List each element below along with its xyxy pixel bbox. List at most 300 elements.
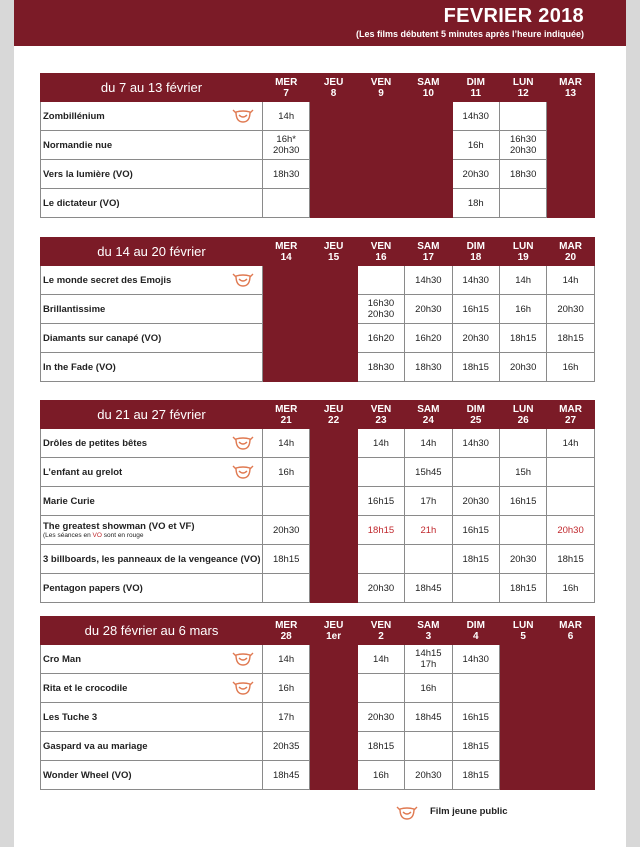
closed-day-cell [547, 102, 594, 131]
showtime-cell [499, 102, 546, 131]
showtime-cell [499, 545, 546, 574]
film-row [41, 516, 595, 545]
day-date: 12 [517, 87, 529, 99]
showtime: 21h [420, 524, 437, 536]
week-range: du 14 au 20 février [41, 238, 263, 266]
day-date: 27 [564, 414, 577, 426]
note-before: (Les séances en [43, 532, 93, 539]
closed-day-cell [310, 160, 357, 189]
showtime-cell [405, 295, 452, 324]
showtime-cell [405, 266, 452, 295]
film-cell [41, 645, 263, 674]
film-title: Vers la lumière (VO) [43, 168, 133, 180]
showtime: 16h30 [509, 134, 537, 145]
closed-day-cell [499, 761, 546, 790]
showtime: 18h45 [272, 769, 300, 781]
week-header-row [41, 238, 595, 266]
header-banner [14, 0, 626, 46]
showtime-cell [452, 324, 499, 353]
day-date: 4 [472, 630, 479, 642]
day-name: SAM [417, 403, 440, 415]
showtime-cell [263, 487, 310, 516]
film-cell [41, 189, 263, 218]
closed-day-cell [310, 131, 357, 160]
film-cell [41, 516, 263, 545]
showtime: 16h15 [462, 303, 489, 315]
showtime-cell [357, 574, 404, 603]
showtime: 18h30 [509, 168, 537, 180]
kids-film-icon [396, 803, 418, 821]
showtime-cell [452, 353, 499, 382]
showtime: 18h45 [415, 582, 442, 594]
day-header [357, 238, 404, 266]
day-header [357, 617, 404, 645]
day-name: VEN [370, 240, 392, 252]
showtime-cell [547, 545, 594, 574]
day-header [547, 238, 594, 266]
film-cell [41, 353, 263, 382]
legend-label: Film jeune public [430, 806, 508, 817]
showtime-cell [263, 703, 310, 732]
kids-film-icon [232, 649, 254, 667]
showtime: 20h30 [462, 168, 489, 180]
day-date: 16 [375, 251, 387, 263]
closed-day-cell [310, 458, 357, 487]
showtime: 18h15 [272, 553, 300, 565]
showtime-cell [452, 131, 499, 160]
showtime-cell [547, 429, 594, 458]
showtime-cell [263, 545, 310, 574]
day-date: 1er [326, 630, 342, 642]
showtime-cell [452, 295, 499, 324]
day-date: 15 [328, 251, 340, 263]
day-header [310, 238, 357, 266]
film-row [41, 545, 595, 574]
kids-film-icon [232, 678, 254, 696]
showtime-cell [452, 674, 499, 703]
showtime-cell [263, 131, 310, 160]
showtime: 17h [278, 711, 295, 723]
showtime-cell [405, 458, 452, 487]
closed-day-cell [310, 429, 357, 458]
film-title: Les Tuche 3 [43, 711, 98, 723]
showtime-cell [547, 516, 594, 545]
showtime: 15h45 [415, 466, 442, 478]
closed-day-cell [405, 102, 452, 131]
showtime-cell [263, 189, 310, 218]
day-header [310, 617, 357, 645]
showtime-cell [452, 645, 499, 674]
showtime-cell [547, 487, 594, 516]
showtime-cell [405, 545, 452, 574]
closed-day-cell [499, 703, 546, 732]
showtime: 18h15 [462, 361, 489, 373]
showtime-cell [499, 574, 546, 603]
showtime-cell [263, 160, 310, 189]
film-title: The greatest showman (VO et VF) [43, 521, 195, 532]
showtime-cell [263, 645, 310, 674]
day-header [310, 401, 357, 429]
showtime-cell [452, 545, 499, 574]
kids-film-icon [232, 433, 254, 451]
showtime-cell [357, 487, 404, 516]
closed-day-cell [499, 674, 546, 703]
showtime-cell [263, 732, 310, 761]
day-name: DIM [466, 240, 485, 252]
showtime-cell [357, 703, 404, 732]
showtime: 14h [562, 274, 579, 286]
day-name: VEN [370, 76, 392, 88]
showtime-cell [357, 732, 404, 761]
week-table [40, 73, 595, 218]
day-name: VEN [370, 619, 392, 631]
showtime-cell [263, 429, 310, 458]
showtime-cell [405, 429, 452, 458]
day-name: LUN [512, 240, 534, 252]
closed-day-cell [357, 189, 404, 218]
showtime-cell [405, 324, 452, 353]
showtime: 20h30 [415, 769, 442, 781]
showtime: 14h30 [415, 274, 442, 286]
day-date: 18 [470, 251, 482, 263]
closed-day-cell [310, 761, 357, 790]
showtime: 14h30 [462, 274, 489, 286]
day-name: JEU [323, 76, 344, 88]
day-date: 23 [375, 414, 387, 426]
day-date: 13 [564, 87, 577, 99]
film-row [41, 429, 595, 458]
film-cell [41, 674, 263, 703]
day-name: MAR [559, 403, 582, 415]
film-cell [41, 324, 263, 353]
showtime: 16h20 [367, 332, 395, 344]
day-name: MER [275, 240, 298, 252]
day-header [405, 74, 452, 102]
day-name: JEU [323, 403, 344, 415]
day-date: 26 [517, 414, 529, 426]
day-date: 24 [422, 414, 434, 426]
closed-day-cell [310, 545, 357, 574]
closed-day-cell [357, 160, 404, 189]
showtime: 14h30 [462, 653, 489, 665]
showtime: 20h30 [367, 711, 395, 723]
showtime: 16h [562, 361, 579, 373]
showtime-cell [452, 761, 499, 790]
film-cell [41, 761, 263, 790]
film-row [41, 102, 595, 131]
closed-day-cell [310, 487, 357, 516]
showtime: 17h [420, 495, 437, 507]
film-cell [41, 545, 263, 574]
day-header [499, 238, 546, 266]
film-row [41, 131, 595, 160]
closed-day-cell [547, 761, 594, 790]
showtime: 15h [515, 466, 532, 478]
week-header-row [41, 401, 595, 429]
day-header [405, 617, 452, 645]
showtime: 17h [420, 659, 437, 670]
showtime-cell [452, 160, 499, 189]
closed-day-cell [310, 674, 357, 703]
showtime: 16h [278, 682, 295, 694]
week-table [40, 237, 595, 382]
closed-day-cell [310, 353, 357, 382]
showtime-cell [547, 266, 594, 295]
closed-day-cell [310, 102, 357, 131]
showtime: 20h30 [509, 145, 537, 156]
showtime-cell [357, 645, 404, 674]
day-date: 17 [422, 251, 434, 263]
showtime-cell [499, 160, 546, 189]
showtime-cell [499, 266, 546, 295]
showtime: 16h30 [367, 298, 395, 309]
day-name: MER [275, 619, 298, 631]
closed-day-cell [405, 189, 452, 218]
day-header [263, 238, 310, 266]
closed-day-cell [263, 266, 310, 295]
showtime-cell [452, 487, 499, 516]
day-name: VEN [370, 403, 392, 415]
showtime-cell [263, 516, 310, 545]
showtime-cell [357, 545, 404, 574]
showtime-cell [499, 131, 546, 160]
closed-day-cell [499, 645, 546, 674]
showtime-cell [499, 429, 546, 458]
showtime-cell [499, 324, 546, 353]
showtime-cell [405, 645, 452, 674]
film-row [41, 487, 595, 516]
closed-day-cell [310, 732, 357, 761]
showtime-cell [263, 761, 310, 790]
showtime-cell [547, 324, 594, 353]
showtime-cell [452, 703, 499, 732]
showtime-cell [405, 761, 452, 790]
film-title: Cro Man [43, 653, 81, 665]
day-name: MAR [559, 76, 582, 88]
film-row [41, 295, 595, 324]
showtime-cell [357, 266, 404, 295]
film-row [41, 353, 595, 382]
showtime-cell [499, 516, 546, 545]
showtime: 18h15 [509, 332, 537, 344]
day-header [263, 401, 310, 429]
showtime: 20h35 [272, 740, 300, 752]
week-table [40, 400, 595, 603]
showtime: 18h [467, 197, 484, 209]
showtime: 14h [562, 437, 579, 449]
closed-day-cell [310, 574, 357, 603]
closed-day-cell [547, 703, 594, 732]
day-date: 3 [425, 630, 432, 642]
closed-day-cell [310, 295, 357, 324]
film-title: 3 billboards, les panneaux de la vengeance (VO) [43, 553, 261, 565]
closed-day-cell [310, 189, 357, 218]
showtime-cell [547, 295, 594, 324]
film-cell [41, 732, 263, 761]
day-header [405, 238, 452, 266]
week-range: du 21 au 27 février [41, 401, 263, 429]
film-title: Gaspard va au mariage [43, 740, 148, 752]
showtime: 20h30 [272, 145, 300, 156]
showtime: 16h [278, 466, 295, 478]
showtime-cell [547, 458, 594, 487]
week-header-row [41, 74, 595, 102]
day-header [357, 74, 404, 102]
kids-film-icon [232, 270, 254, 288]
note-vo: VO [92, 532, 102, 539]
closed-day-cell [263, 295, 310, 324]
showtime: 18h15 [509, 582, 537, 594]
closed-day-cell [547, 131, 594, 160]
kids-film-icon [232, 462, 254, 480]
film-title: Normandie nue [43, 139, 113, 151]
film-title: L’enfant au grelot [43, 466, 123, 478]
showtime-cell [499, 353, 546, 382]
week-header-row [41, 617, 595, 645]
day-date: 25 [470, 414, 482, 426]
showtime: 14h [515, 274, 532, 286]
day-date: 5 [520, 630, 526, 642]
closed-day-cell [547, 160, 594, 189]
showtime: 16h [562, 582, 579, 594]
showtime: 18h45 [415, 711, 442, 723]
day-date: 19 [517, 251, 529, 263]
day-name: DIM [466, 76, 485, 88]
showtime: 18h30 [367, 361, 395, 373]
showtime: 14h [278, 110, 295, 122]
showtime-cell [547, 353, 594, 382]
closed-day-cell [310, 516, 357, 545]
film-title: Marie Curie [43, 495, 95, 507]
showtime: 20h30 [462, 332, 489, 344]
closed-day-cell [310, 645, 357, 674]
showtime: 18h30 [415, 361, 442, 373]
day-date: 11 [470, 87, 482, 99]
showtime-cell [405, 574, 452, 603]
showtime-cell [499, 189, 546, 218]
day-header [547, 74, 594, 102]
day-header [499, 74, 546, 102]
showtime-cell [357, 353, 404, 382]
showtime-cell [263, 458, 310, 487]
showtime-cell [405, 353, 452, 382]
film-cell [41, 295, 263, 324]
day-header [357, 401, 404, 429]
showtime: 16h15 [462, 711, 489, 723]
showtime: 14h30 [462, 110, 489, 122]
showtime: 14h15 [415, 648, 442, 659]
showtime-cell [357, 324, 404, 353]
showtime-cell [263, 102, 310, 131]
showtime: 16h* [276, 134, 296, 145]
showtime: 16h20 [415, 332, 442, 344]
showtime-cell [452, 516, 499, 545]
showtime-cell [547, 574, 594, 603]
week-range: du 7 au 13 février [41, 74, 263, 102]
closed-day-cell [547, 645, 594, 674]
film-cell [41, 574, 263, 603]
day-header [452, 617, 499, 645]
film-title: Rita et le crocodile [43, 682, 128, 694]
showtime: 14h [373, 653, 389, 665]
film-title: In the Fade (VO) [43, 361, 116, 373]
showtime-cell [357, 429, 404, 458]
closed-day-cell [547, 732, 594, 761]
day-date: 9 [378, 87, 384, 99]
showtime: 16h [467, 139, 484, 151]
week-range: du 28 février au 6 mars [41, 617, 263, 645]
page-title: FEVRIER 2018 [443, 5, 584, 27]
film-cell [41, 266, 263, 295]
closed-day-cell [310, 703, 357, 732]
day-name: DIM [466, 619, 485, 631]
day-name: LUN [512, 76, 534, 88]
film-row [41, 674, 595, 703]
showtime-cell [499, 487, 546, 516]
film-title: Brillantissime [43, 303, 106, 315]
film-title: Le dictateur (VO) [43, 197, 120, 209]
day-date: 20 [564, 251, 577, 263]
closed-day-cell [357, 131, 404, 160]
showtime: 16h15 [367, 495, 395, 507]
day-header [452, 238, 499, 266]
day-name: DIM [466, 403, 485, 415]
film-title: Drôles de petites bêtes [43, 437, 148, 449]
day-header [499, 401, 546, 429]
day-name: SAM [417, 619, 440, 631]
film-row [41, 266, 595, 295]
day-name: MAR [559, 619, 582, 631]
showtime-cell [499, 458, 546, 487]
showtime-cell [452, 574, 499, 603]
day-header [452, 401, 499, 429]
day-header [452, 74, 499, 102]
showtime: 20h30 [557, 524, 584, 536]
showtime-cell [405, 487, 452, 516]
film-row [41, 645, 595, 674]
day-name: MER [275, 76, 298, 88]
day-date: 2 [378, 630, 384, 642]
day-name: MER [275, 403, 298, 415]
showtime: 18h15 [367, 524, 395, 536]
day-name: JEU [323, 240, 344, 252]
film-row [41, 458, 595, 487]
showtime: 20h30 [367, 582, 395, 594]
day-name: MAR [559, 240, 582, 252]
closed-day-cell [547, 189, 594, 218]
showtime: 20h30 [557, 303, 584, 315]
film-cell [41, 160, 263, 189]
showtime-cell [452, 429, 499, 458]
day-name: LUN [512, 403, 534, 415]
film-cell [41, 429, 263, 458]
note-after: sont en rouge [101, 532, 144, 539]
closed-day-cell [263, 324, 310, 353]
film-row [41, 574, 595, 603]
showtime-cell [357, 674, 404, 703]
closed-day-cell [499, 732, 546, 761]
showtime: 20h30 [272, 524, 300, 536]
showtime: 20h30 [415, 303, 442, 315]
film-title: Zombillénium [43, 110, 105, 122]
film-title: Wonder Wheel (VO) [43, 769, 132, 781]
showtime: 16h [373, 769, 389, 781]
showtime-cell [452, 458, 499, 487]
day-header [310, 74, 357, 102]
showtime: 16h [515, 303, 532, 315]
showtime: 14h30 [462, 437, 489, 449]
showtime: 14h [278, 437, 295, 449]
